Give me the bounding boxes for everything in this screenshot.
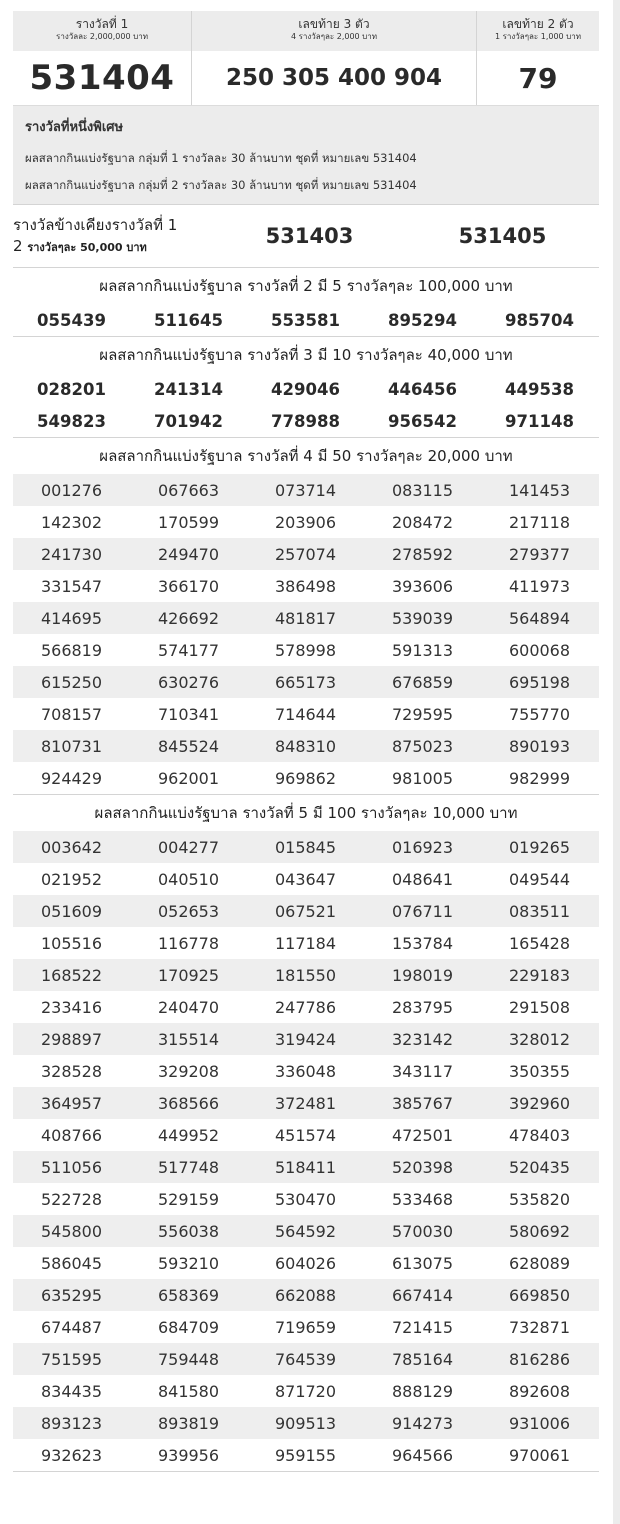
lottery-number: 385767 (391, 1093, 454, 1113)
lottery-number: 153784 (391, 933, 454, 953)
special-first-prize (13, 105, 599, 204)
lottery-number: 841580 (157, 1381, 220, 1401)
lottery-number: 446456 (388, 379, 457, 399)
lottery-number: 729595 (391, 704, 454, 724)
lottery-number: 055439 (37, 310, 106, 330)
lottery-number: 517748 (157, 1157, 220, 1177)
lottery-number: 240470 (157, 997, 220, 1017)
lottery-number: 049544 (508, 869, 571, 889)
prize3-section (13, 336, 599, 437)
lottery-number: 535820 (508, 1189, 571, 1209)
lottery-number: 764539 (274, 1349, 337, 1369)
lottery-number: 198019 (391, 965, 454, 985)
lottery-number: 658369 (157, 1285, 220, 1305)
lottery-number: 426692 (157, 608, 220, 628)
lottery-number: 329208 (157, 1061, 220, 1081)
lottery-number: 331547 (40, 576, 103, 596)
lottery-number: 570030 (391, 1221, 454, 1241)
table-row (13, 730, 599, 762)
lottery-number: 414695 (40, 608, 103, 628)
prize3-title: ผลสลากกินแบ่งรัฐบาล รางวัลที่ 3 มี 10 รางวัลๆละ 40,000 บาท (99, 346, 513, 364)
lottery-number: 719659 (274, 1317, 337, 1337)
table-row (13, 1215, 599, 1247)
lottery-number: 386498 (274, 576, 337, 596)
lottery-number: 229183 (508, 965, 571, 985)
lottery-number: 518411 (274, 1157, 337, 1177)
lottery-number: 529159 (157, 1189, 220, 1209)
lottery-number: 553581 (271, 310, 340, 330)
lottery-number: 116778 (157, 933, 220, 953)
lottery-number: 578998 (274, 640, 337, 660)
lottery-number: 372481 (274, 1093, 337, 1113)
lottery-number: 142302 (40, 512, 103, 532)
special-heading: รางวัลที่หนึ่งพิเศษ (25, 120, 124, 135)
lottery-number: 511645 (154, 310, 223, 330)
lottery-number: 522728 (40, 1189, 103, 1209)
lottery-number: 893123 (40, 1413, 103, 1433)
lottery-number: 278592 (391, 544, 454, 564)
lottery-number: 875023 (391, 736, 454, 756)
table-row (13, 666, 599, 698)
last3-prize (192, 11, 477, 105)
table-row (13, 831, 599, 863)
lottery-number: 481817 (274, 608, 337, 628)
last3-prize-header (192, 11, 476, 51)
table-row (13, 1311, 599, 1343)
lottery-number: 117184 (274, 933, 337, 953)
special-line: ผลสลากกินแบ่งรัฐบาล กลุ่มที่ 1 รางวัลละ 30 ล้านบาท ชุดที่ หมายเลข 531404 (25, 151, 417, 165)
table-row (13, 506, 599, 538)
lottery-number: 328528 (40, 1061, 103, 1081)
lottery-number: 520398 (391, 1157, 454, 1177)
table-row (13, 1247, 599, 1279)
near-prize-amount: รางวัลๆละ 50,000 บาท (27, 240, 147, 254)
lottery-number: 914273 (391, 1413, 454, 1433)
table-row (13, 538, 599, 570)
lottery-number: 530470 (274, 1189, 337, 1209)
lottery-number: 257074 (274, 544, 337, 564)
table-row (13, 1119, 599, 1151)
lottery-number: 249470 (157, 544, 220, 564)
lottery-number: 892608 (508, 1381, 571, 1401)
lottery-number: 015845 (274, 837, 337, 857)
lottery-results (13, 11, 599, 1472)
table-row (13, 1439, 599, 1471)
lottery-number: 939956 (157, 1445, 220, 1465)
near-prize-label-line1: รางวัลข้างเคียงรางวัลที่ 1 (13, 215, 178, 234)
lottery-number: 909513 (274, 1413, 337, 1433)
lottery-number: 674487 (40, 1317, 103, 1337)
table-row (13, 1407, 599, 1439)
lottery-number: 019265 (508, 837, 571, 857)
lottery-number: 279377 (508, 544, 571, 564)
lottery-number: 962001 (157, 768, 220, 788)
lottery-number: 323142 (391, 1029, 454, 1049)
lottery-number: 714644 (274, 704, 337, 724)
lottery-number: 981005 (391, 768, 454, 788)
lottery-number: 343117 (391, 1061, 454, 1081)
lottery-number: 478403 (508, 1125, 571, 1145)
lottery-number: 298897 (40, 1029, 103, 1049)
lottery-number: 778988 (271, 411, 340, 431)
lottery-number: 393606 (391, 576, 454, 596)
lottery-number: 785164 (391, 1349, 454, 1369)
lottery-number: 283795 (391, 997, 454, 1017)
table-row (13, 1087, 599, 1119)
lottery-number: 233416 (40, 997, 103, 1017)
first-prize-title: รางวัลที่ 1 (75, 17, 129, 31)
last3-prize-subtitle: 4 รางวัลๆละ 2,000 บาท (290, 32, 378, 41)
lottery-number: 203906 (274, 512, 337, 532)
lottery-number: 956542 (388, 411, 457, 431)
table-row (13, 474, 599, 506)
table-row (13, 895, 599, 927)
lottery-number: 751595 (40, 1349, 103, 1369)
lottery-number: 593210 (157, 1253, 220, 1273)
lottery-number: 931006 (508, 1413, 571, 1433)
lottery-number: 635295 (40, 1285, 103, 1305)
table-row (13, 762, 599, 794)
first-prize-header (13, 11, 191, 51)
lottery-number: 073714 (274, 480, 337, 500)
lottery-number: 600068 (508, 640, 571, 660)
lottery-number: 368566 (157, 1093, 220, 1113)
table-row (13, 1023, 599, 1055)
prize2-title: ผลสลากกินแบ่งรัฐบาล รางวัลที่ 2 มี 5 รางวัลๆละ 100,000 บาท (99, 277, 513, 295)
lottery-number: 051609 (40, 901, 103, 921)
lottery-number: 701942 (154, 411, 223, 431)
lottery-number: 630276 (157, 672, 220, 692)
table-row (13, 1055, 599, 1087)
lottery-number: 043647 (274, 869, 337, 889)
last2-prize-header (477, 11, 599, 51)
lottery-number: 710341 (157, 704, 220, 724)
prize-tables (13, 268, 599, 1472)
prize2-section (13, 268, 599, 336)
prize5-title: ผลสลากกินแบ่งรัฐบาล รางวัลที่ 5 มี 100 รางวัลๆละ 10,000 บาท (94, 804, 518, 822)
lottery-number: 871720 (274, 1381, 337, 1401)
near-prize-label-line2 (13, 236, 213, 258)
lottery-number: 170925 (157, 965, 220, 985)
lottery-number: 181550 (274, 965, 337, 985)
lottery-number: 083511 (508, 901, 571, 921)
lottery-number: 564592 (274, 1221, 337, 1241)
lottery-number: 411973 (508, 576, 571, 596)
lottery-number: 985704 (505, 310, 574, 330)
table-row (13, 991, 599, 1023)
lottery-number: 732871 (508, 1317, 571, 1337)
lottery-number: 969862 (274, 768, 337, 788)
lottery-number: 564894 (508, 608, 571, 628)
lottery-number: 556038 (157, 1221, 220, 1241)
prize4-title: ผลสลากกินแบ่งรัฐบาล รางวัลที่ 4 มี 50 รางวัลๆละ 20,000 บาท (99, 447, 513, 465)
lottery-number: 895294 (388, 310, 457, 330)
lottery-number: 449952 (157, 1125, 220, 1145)
lottery-number: 511056 (40, 1157, 103, 1177)
lottery-number: 067521 (274, 901, 337, 921)
lottery-number: 615250 (40, 672, 103, 692)
lottery-number: 449538 (505, 379, 574, 399)
top-prizes (13, 11, 599, 105)
lottery-number: 924429 (40, 768, 103, 788)
table-row (13, 570, 599, 602)
lottery-number: 021952 (40, 869, 103, 889)
table-row (13, 1375, 599, 1407)
lottery-number: 574177 (157, 640, 220, 660)
lottery-number: 604026 (274, 1253, 337, 1273)
lottery-number: 004277 (157, 837, 220, 857)
first-prize-number: 531404 (29, 58, 175, 98)
lottery-number: 083115 (391, 480, 454, 500)
table-row (13, 373, 599, 405)
prize4-section (13, 437, 599, 794)
lottery-number: 315514 (157, 1029, 220, 1049)
lottery-number: 662088 (274, 1285, 337, 1305)
lottery-number: 165428 (508, 933, 571, 953)
lottery-number: 168522 (40, 965, 103, 985)
first-prize (13, 11, 192, 105)
lottery-number: 319424 (274, 1029, 337, 1049)
lottery-number: 586045 (40, 1253, 103, 1273)
lottery-number: 888129 (391, 1381, 454, 1401)
lottery-number: 971148 (505, 411, 574, 431)
lottery-number: 816286 (508, 1349, 571, 1369)
last2-prize (477, 11, 599, 105)
table-row (13, 1183, 599, 1215)
near-prize-label (13, 215, 213, 258)
lottery-number: 533468 (391, 1189, 454, 1209)
table-row (13, 863, 599, 895)
lottery-number: 676859 (391, 672, 454, 692)
lottery-number: 170599 (157, 512, 220, 532)
lottery-number: 893819 (157, 1413, 220, 1433)
lottery-number: 549823 (37, 411, 106, 431)
lottery-number: 241314 (154, 379, 223, 399)
prize5-section (13, 794, 599, 1471)
last3-prize-numbers: 250 305 400 904 (225, 65, 443, 91)
lottery-number: 721415 (391, 1317, 454, 1337)
lottery-number: 052653 (157, 901, 220, 921)
special-line: ผลสลากกินแบ่งรัฐบาล กลุ่มที่ 2 รางวัลละ 30 ล้านบาท ชุดที่ หมายเลข 531404 (25, 178, 417, 192)
lottery-number: 539039 (391, 608, 454, 628)
lottery-number: 964566 (391, 1445, 454, 1465)
lottery-number: 217118 (508, 512, 571, 532)
lottery-number: 408766 (40, 1125, 103, 1145)
lottery-number: 613075 (391, 1253, 454, 1273)
table-row (13, 634, 599, 666)
near-first-prize (13, 204, 599, 268)
lottery-number: 364957 (40, 1093, 103, 1113)
last2-prize-number: 79 (518, 61, 558, 95)
near-prize-count: 2 (13, 236, 23, 255)
lottery-number: 350355 (508, 1061, 571, 1081)
lottery-number: 141453 (508, 480, 571, 500)
first-prize-subtitle: รางวัลละ 2,000,000 บาท (56, 32, 148, 41)
lottery-number: 105516 (40, 933, 103, 953)
lottery-number: 755770 (508, 704, 571, 724)
table-row (13, 927, 599, 959)
lottery-number: 545800 (40, 1221, 103, 1241)
lottery-number: 932623 (40, 1445, 103, 1465)
lottery-number: 048641 (391, 869, 454, 889)
scrollbar[interactable] (613, 0, 620, 1524)
lottery-number: 040510 (157, 869, 220, 889)
lottery-number: 890193 (508, 736, 571, 756)
lottery-number: 845524 (157, 736, 220, 756)
lottery-number: 695198 (508, 672, 571, 692)
near-prize-number: 531405 (458, 224, 547, 248)
lottery-number: 328012 (508, 1029, 571, 1049)
table-row (13, 698, 599, 730)
lottery-number: 472501 (391, 1125, 454, 1145)
lottery-number: 628089 (508, 1253, 571, 1273)
lottery-number: 566819 (40, 640, 103, 660)
lottery-number: 834435 (40, 1381, 103, 1401)
lottery-number: 001276 (40, 480, 103, 500)
lottery-number: 076711 (391, 901, 454, 921)
table-row (13, 1151, 599, 1183)
table-row (13, 602, 599, 634)
lottery-number: 520435 (508, 1157, 571, 1177)
lottery-number: 208472 (391, 512, 454, 532)
table-row (13, 959, 599, 991)
lottery-number: 591313 (391, 640, 454, 660)
lottery-number: 336048 (274, 1061, 337, 1081)
lottery-number: 669850 (508, 1285, 571, 1305)
last2-prize-title: เลขท้าย 2 ตัว (502, 17, 574, 31)
table-row (13, 1343, 599, 1375)
lottery-number: 810731 (40, 736, 103, 756)
lottery-number: 392960 (508, 1093, 571, 1113)
lottery-number: 366170 (157, 576, 220, 596)
lottery-number: 067663 (157, 480, 220, 500)
table-row (13, 304, 599, 336)
lottery-number: 241730 (40, 544, 103, 564)
last3-prize-title: เลขท้าย 3 ตัว (298, 17, 370, 31)
lottery-number: 959155 (274, 1445, 337, 1465)
table-bottom-border (13, 1471, 599, 1472)
lottery-number: 247786 (274, 997, 337, 1017)
lottery-number: 759448 (157, 1349, 220, 1369)
lottery-number: 429046 (271, 379, 340, 399)
table-row (13, 405, 599, 437)
table-row (13, 1279, 599, 1311)
lottery-number: 028201 (37, 379, 106, 399)
last2-prize-subtitle: 1 รางวัลๆละ 1,000 บาท (494, 32, 582, 41)
lottery-number: 003642 (40, 837, 103, 857)
lottery-number: 665173 (274, 672, 337, 692)
lottery-number: 848310 (274, 736, 337, 756)
lottery-number: 970061 (508, 1445, 571, 1465)
lottery-number: 580692 (508, 1221, 571, 1241)
lottery-number: 982999 (508, 768, 571, 788)
lottery-number: 684709 (157, 1317, 220, 1337)
lottery-number: 708157 (40, 704, 103, 724)
lottery-number: 451574 (274, 1125, 337, 1145)
near-prize-number: 531403 (265, 224, 354, 248)
lottery-number: 667414 (391, 1285, 454, 1305)
lottery-number: 016923 (391, 837, 454, 857)
lottery-number: 291508 (508, 997, 571, 1017)
